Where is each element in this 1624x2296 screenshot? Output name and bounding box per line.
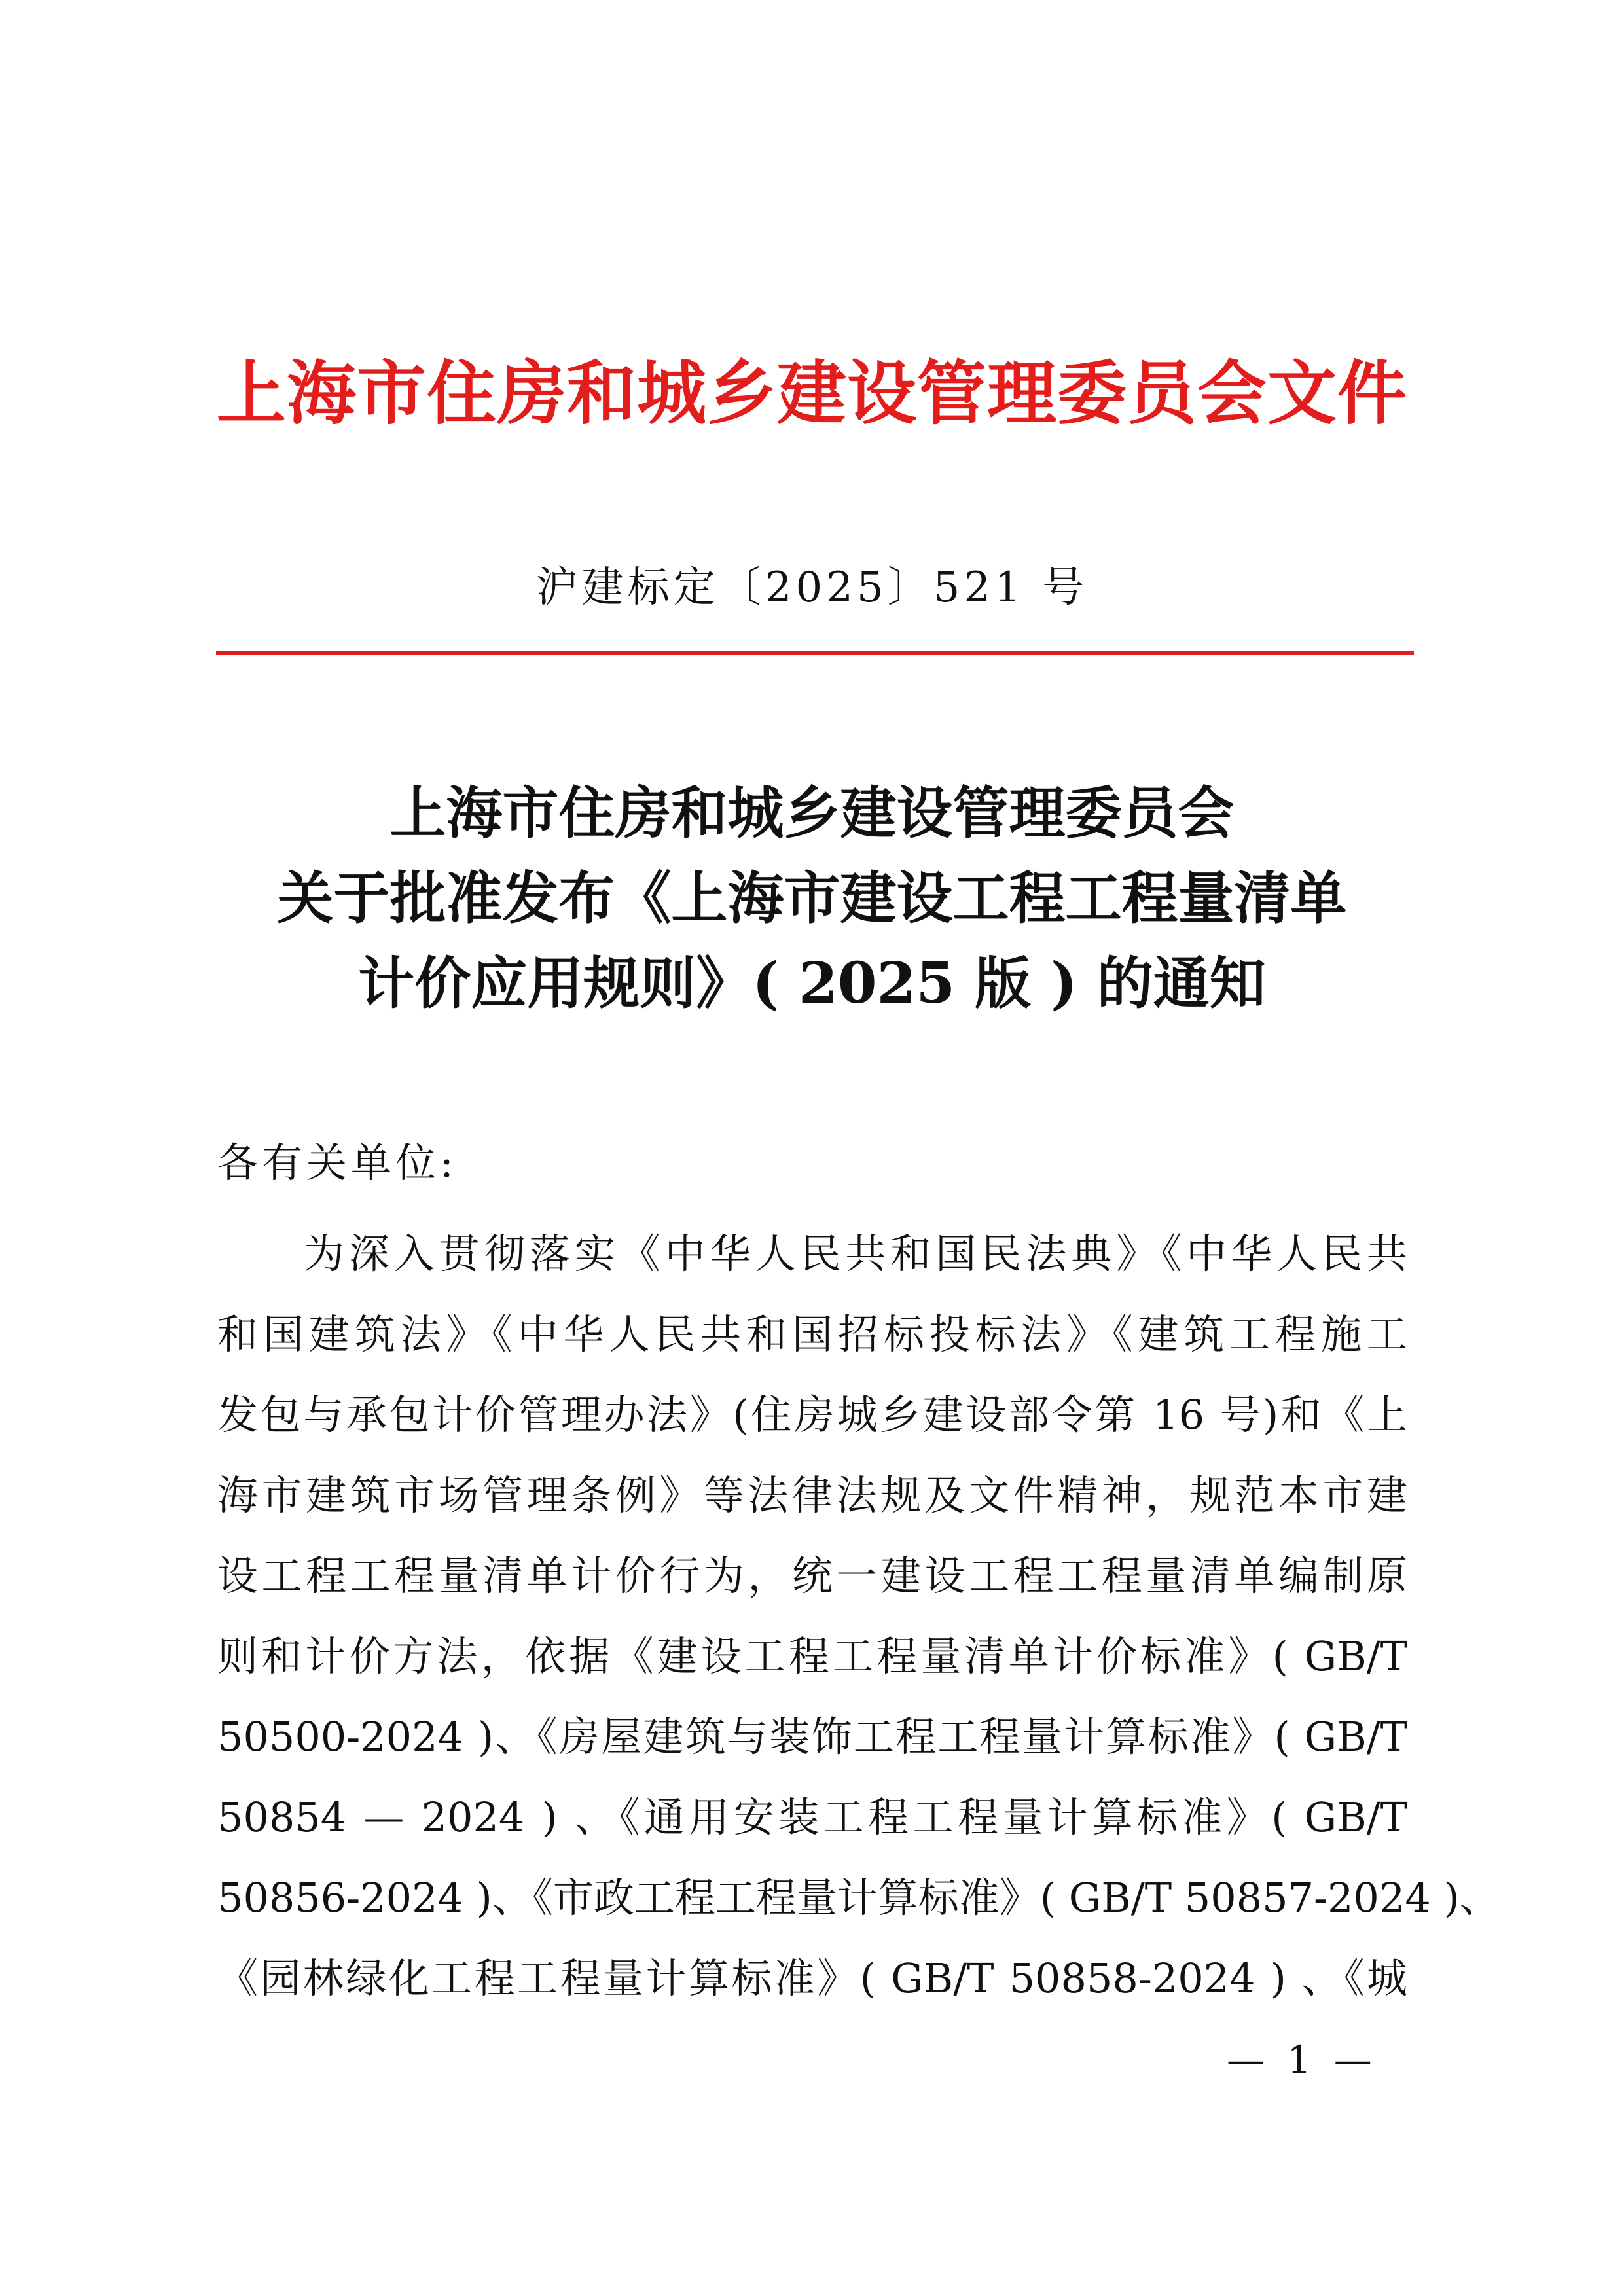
- notice-title-line-1: 上海市住房和城乡建设管理委员会: [389, 780, 1235, 846]
- notice-title-line-3: 计价应用规则》( 2025 版 ) 的通知: [358, 950, 1266, 1016]
- red-divider-line: [216, 651, 1414, 655]
- body-line-9: 50856-2024 )、《市政工程工程量计算标准》( GB/T 50857-2024 )、: [217, 1874, 1500, 1922]
- notice-title-line-2: 关于批准发布《上海市建设工程工程量清单: [277, 865, 1347, 931]
- body-line-8: 50854 — 2024 ) 、《通用安装工程工程量计算标准》( GB/T: [217, 1793, 1407, 1841]
- body-paragraph: [217, 1228, 1500, 2033]
- body-line-3: 发包与承包计价管理办法》(住房城乡建设部令第 16 号)和《上: [217, 1391, 1407, 1439]
- document-header-title: 上海市住房和城乡建设管理委员会文件: [217, 352, 1407, 434]
- body-line-1: 为深入贯彻落实《中华人民共和国民法典》《中华人民共: [304, 1230, 1407, 1278]
- body-line-4: 海市建筑市场管理条例》等法律法规及文件精神，规范本市建: [217, 1471, 1407, 1519]
- salutation: 各有关单位:: [217, 1139, 458, 1187]
- notice-title: [0, 771, 1624, 1026]
- page-number: — 1 —: [1227, 2037, 1377, 2082]
- body-line-7: 50500-2024 )、《房屋建筑与装饰工程工程量计算标准》( GB/T: [217, 1713, 1407, 1761]
- body-line-2: 和国建筑法》《中华人民共和国招标投标法》《建筑工程施工: [217, 1310, 1407, 1358]
- body-line-10: 《园林绿化工程工程量计算标准》( GB/T 50858-2024 ) 、《城: [217, 1954, 1407, 2002]
- document-number: 沪建标定〔2025〕521 号: [535, 564, 1089, 612]
- body-line-6: 则和计价方法，依据《建设工程工程量清单计价标准》( GB/T: [217, 1632, 1407, 1680]
- body-line-5: 设工程工程量清单计价行为，统一建设工程工程量清单编制原: [217, 1552, 1407, 1600]
